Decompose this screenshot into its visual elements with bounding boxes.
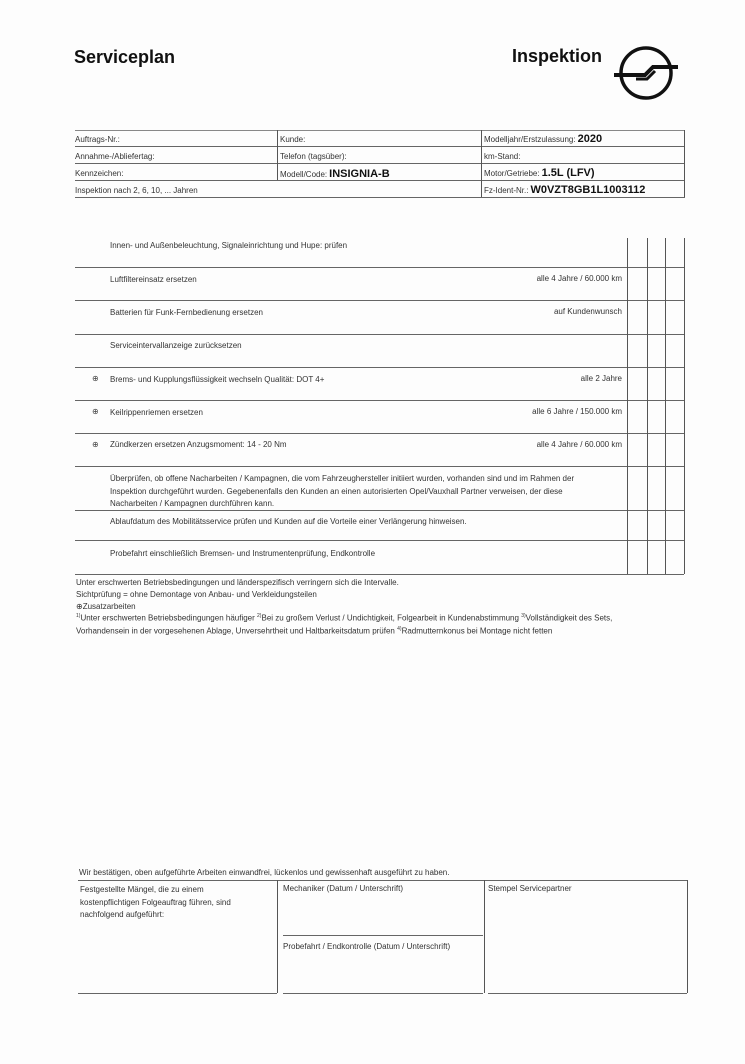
footnote-4: Radmutternkonus bei Montage nicht fetten xyxy=(401,626,553,636)
task-keilrippenriemen: Keilrippenriemen ersetzen xyxy=(110,408,203,417)
task-nacharbeiten-line3: Nacharbeiten / Kampagnen durchführen kann. xyxy=(110,499,275,508)
footnote-marker: 1) xyxy=(76,613,81,619)
motor-value: 1.5L (LFV) xyxy=(541,167,595,179)
task-batterien: Batterien für Funk-Fernbedienung ersetzen xyxy=(110,308,263,317)
inspektion-label: Inspektion nach 2, 6, 10, ... Jahren xyxy=(75,186,198,195)
note-footnotes-line1 xyxy=(76,613,612,623)
interval-zuendkerzen: alle 4 Jahre / 60.000 km xyxy=(536,440,622,449)
footnote-1: Unter erschwerten Betriebsbedingungen häufiger xyxy=(80,613,255,623)
note-intervalle: Unter erschwerten Betriebsbedingungen und länderspezifisch verringern sich die Intervalle. xyxy=(76,578,399,587)
confirmation-text: Wir bestätigen, oben aufgeführte Arbeiten einwandfrei, lückenlos und gewissenhaft ausgeführt zu haben. xyxy=(79,868,450,877)
task-probefahrt: Probefahrt einschließlich Bremsen- und Instrumentenprüfung, Endkontrolle xyxy=(110,549,376,558)
task-beleuchtung: Innen- und Außenbeleuchtung, Signaleinrichtung und Hupe: prüfen xyxy=(110,241,348,250)
modelljahr-value: 2020 xyxy=(577,133,603,145)
zusatzarbeit-icon: ⊕ xyxy=(92,374,99,383)
footnote-marker: 4) xyxy=(397,626,402,632)
footnote-marker: 2) xyxy=(257,613,262,619)
note-zusatzarbeiten: ⊕Zusatzarbeiten xyxy=(76,602,136,611)
opel-logo-icon xyxy=(612,44,680,102)
kennzeichen-field[interactable]: Kennzeichen: xyxy=(75,169,124,178)
task-nacharbeiten-line1: Überprüfen, ob offene Nacharbeiten / Kampagnen, die vom Fahrzeughersteller initiiert wurden, vorhanden sind und im Rahmen der xyxy=(110,474,575,483)
task-mobilitaetsservice: Ablaufdatum des Mobilitätsservice prüfen und Kunden auf die Vorteile einer Verlängerung hinweisen. xyxy=(110,517,467,526)
note-sichtpruefung: Sichtprüfung = ohne Demontage von Anbau- und Verkleidungsteilen xyxy=(76,590,317,599)
stempel-field[interactable]: Stempel Servicepartner xyxy=(488,884,572,893)
footnote-2: Bei zu großem Verlust / Undichtigkeit, Folgearbeit in Kundenabstimmung xyxy=(261,613,519,623)
maengel-line3: nachfolgend aufgeführt: xyxy=(80,910,165,919)
fz-ident-field[interactable] xyxy=(484,184,645,196)
annahme-field[interactable]: Annahme-/Abliefertag: xyxy=(75,152,155,161)
maengel-line2: kostenpflichtigen Folgeauftrag führen, sind xyxy=(80,897,231,907)
footnote-3: Vollständigkeit des Sets, xyxy=(525,613,613,623)
task-bremsfluessigkeit: Brems- und Kupplungsflüssigkeit wechseln Qualität: DOT 4+ xyxy=(110,375,325,384)
page-title: Serviceplan xyxy=(74,47,176,67)
footnote-3-cont: Vorhandensein in der vorgesehenen Ablage, Unversehrtheit und Haltbarkeitsdatum prüfen xyxy=(76,626,395,636)
modelljahr-field[interactable] xyxy=(484,133,602,145)
interval-batterien: auf Kundenwunsch xyxy=(553,307,622,316)
auftrags-nr-field[interactable]: Auftrags-Nr.: xyxy=(75,135,120,144)
page-subtitle: Inspektion xyxy=(512,46,603,66)
zusatzarbeit-icon: ⊕ xyxy=(92,407,99,416)
interval-luftfilter: alle 4 Jahre / 60.000 km xyxy=(536,274,622,283)
modell-field[interactable] xyxy=(280,168,390,180)
mechaniker-signature-field[interactable]: Mechaniker (Datum / Unterschrift) xyxy=(283,884,404,893)
kunde-field[interactable]: Kunde: xyxy=(280,135,306,144)
maengel-line1: Festgestellte Mängel, die zu einem xyxy=(80,885,204,894)
modell-label: Modell/Code: xyxy=(280,170,328,179)
fz-ident-value: W0VZT8GB1L1003112 xyxy=(530,184,646,196)
task-nacharbeiten xyxy=(110,473,625,511)
probefahrt-signature-field[interactable]: Probefahrt / Endkontrolle (Datum / Unterschrift) xyxy=(283,942,451,951)
motor-field[interactable] xyxy=(484,167,595,179)
note-footnotes-line2 xyxy=(76,626,552,636)
task-serviceintervall: Serviceintervallanzeige zurücksetzen xyxy=(110,341,242,350)
km-stand-field[interactable]: km-Stand: xyxy=(484,152,521,161)
fz-ident-label: Fz-Ident-Nr.: xyxy=(484,186,529,195)
footnote-marker: 3) xyxy=(521,613,526,619)
task-zuendkerzen: Zündkerzen ersetzen Anzugsmoment: 14 - 20 Nm xyxy=(110,440,287,449)
interval-bremsfluessigkeit: alle 2 Jahre xyxy=(580,374,622,383)
task-nacharbeiten-line2: Inspektion durchgeführt wurden. Gegebenenfalls den Kunden an einen autorisierten Opel/Vauxhall Partner verweisen, der diese xyxy=(110,486,563,496)
interval-keilrippenriemen: alle 6 Jahre / 150.000 km xyxy=(532,407,622,416)
task-luftfilter: Luftfiltereinsatz ersetzen xyxy=(110,275,197,284)
zusatzarbeit-icon: ⊕ xyxy=(92,440,99,449)
telefon-field[interactable]: Telefon (tagsüber): xyxy=(280,152,347,161)
maengel-field[interactable] xyxy=(80,884,270,922)
modelljahr-label: Modelljahr/Erstzulassung: xyxy=(484,135,576,144)
modell-value: INSIGNIA-B xyxy=(329,168,390,180)
motor-label: Motor/Getriebe: xyxy=(484,169,540,178)
